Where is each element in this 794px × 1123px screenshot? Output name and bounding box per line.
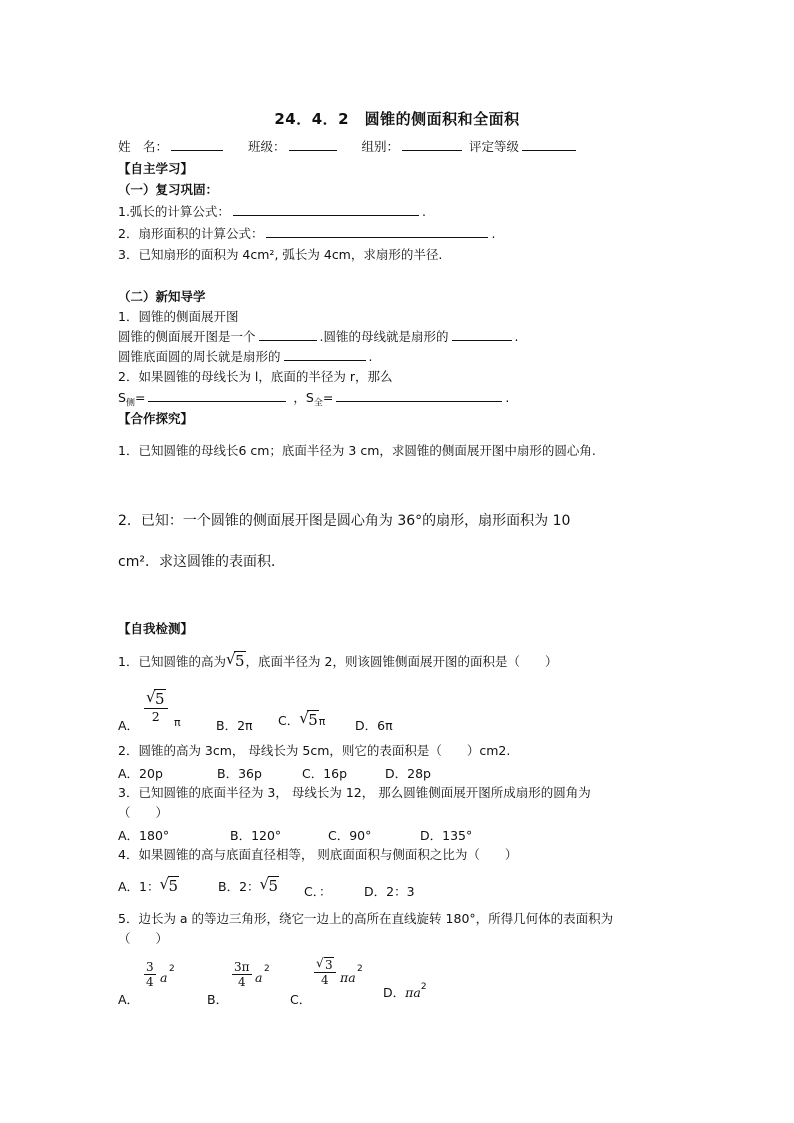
check-q4-option-a[interactable]: [118, 877, 179, 895]
grade-blank[interactable]: [522, 138, 576, 151]
sqrt-icon: √ 5: [159, 875, 179, 895]
q5-option-a-fraction: [144, 960, 156, 989]
check-q1b: ，底面半径为 2，则该圆锥侧面展开图的面积是（ ）: [245, 654, 558, 669]
q4-option-b-root: 5: [268, 877, 279, 895]
q5-a-exp: 2: [169, 964, 175, 974]
q5-option-a-label: A．: [118, 992, 140, 1007]
q5-c-tail: πa: [340, 970, 356, 985]
option-a-fraction: [144, 690, 168, 724]
q5-b-num: 3π: [234, 960, 250, 974]
check-q1: [118, 652, 557, 671]
q5-b-var: a: [255, 970, 263, 985]
check-q1-root: 5: [234, 652, 245, 670]
check-q2-option-c[interactable]: C．16p: [302, 766, 348, 781]
option-a-root: 5: [155, 690, 165, 708]
section-new-knowledge: （二）新知导学: [118, 289, 206, 304]
q5-c-den: 4: [314, 972, 336, 987]
coop-q2-line2: cm²．求这圆锥的表面积．: [118, 554, 285, 570]
q5-option-b-label: B．: [207, 992, 229, 1007]
coop-q1: 1．已知圆锥的母线长6 cm；底面半径为 3 cm，求圆锥的侧面展开图中扇形的圆心角.: [118, 443, 596, 458]
q4-option-b-label: B．2：: [218, 879, 260, 894]
s-side-eq: =: [134, 390, 146, 405]
new-p2-blank2[interactable]: [452, 328, 512, 341]
check-q3-line1: 3．已知圆锥的底面半径为 3， 母线长为 12， 那么圆锥侧面展开图所成扇形的圆角为: [118, 785, 591, 800]
s-full-blank[interactable]: [336, 389, 502, 402]
review-q2-end: .: [491, 226, 496, 241]
grade-label: 评定等级: [468, 139, 519, 154]
new-p3: [118, 348, 373, 366]
review-q3: 3．已知扇形的面积为 4cm², 弧长为 4cm，求扇形的半径.: [118, 247, 443, 262]
section-self-study: 【自主学习】: [118, 161, 194, 176]
s-full-eq: =: [322, 390, 334, 405]
new-p3b: .: [368, 349, 373, 364]
check-q3-line2: （ ）: [118, 805, 169, 820]
check-q5-line1: 5．边长为 a 的等边三角形，绕它一边上的高所在直线旋转 180°，所得几何体的表面积为: [118, 911, 614, 926]
check-q1-option-c[interactable]: [278, 711, 325, 729]
page-title: 24．4．2 圆锥的侧面积和全面积: [274, 110, 520, 128]
check-q2-option-d[interactable]: D．28p: [385, 766, 431, 781]
check-q5-line2: （ ）: [118, 931, 169, 946]
option-a-den: 2: [151, 709, 160, 724]
new-formula-row: [118, 389, 509, 413]
section-review: （一）复习巩固：: [118, 182, 219, 197]
s-full-sub: 全: [313, 398, 323, 409]
new-p3-blank[interactable]: [284, 348, 366, 361]
option-c-label: C．: [278, 713, 300, 728]
review-q1-blank[interactable]: [233, 203, 419, 216]
q5-option-c-label: C．: [290, 992, 312, 1007]
new-p2b: .圆锥的母线就是扇形的: [319, 329, 449, 344]
sqrt-icon: √ 5: [225, 650, 245, 670]
new-p4: 2．如果圆锥的母线长为 l，底面的半径为 r，那么: [118, 369, 393, 384]
check-q4-option-d[interactable]: D．2：3: [364, 884, 415, 899]
review-q2: [118, 225, 495, 243]
q5-b-den: 4: [232, 974, 252, 989]
q5-a-den: 4: [146, 975, 154, 989]
check-q2-option-b[interactable]: B．36p: [217, 766, 262, 781]
coop-q2-line1: 2．已知：一个圆锥的侧面展开图是圆心角为 36°的扇形，扇形面积为 10: [118, 513, 571, 529]
s-side-label: S: [118, 390, 126, 405]
q5-option-c-fraction: [314, 958, 336, 987]
new-p2: [118, 328, 518, 346]
review-q2-blank[interactable]: [266, 225, 488, 238]
new-p3a: 圆锥底面圆的周长就是扇形的: [118, 349, 281, 364]
group-label: 组别：: [361, 139, 399, 154]
name-label: 姓 名：: [118, 139, 169, 154]
sqrt-icon: √ 3: [316, 956, 333, 972]
option-a-label: A．: [118, 718, 140, 733]
check-q3-option-d[interactable]: D．135°: [420, 828, 473, 843]
sqrt-icon: √ 5: [299, 709, 318, 729]
option-c-root: 5: [308, 711, 318, 729]
group-blank[interactable]: [402, 138, 462, 151]
review-q1: [118, 203, 426, 221]
s-full-end: .: [505, 390, 510, 405]
q5-a-num: 3: [146, 960, 154, 974]
q5-c-exp: 2: [357, 964, 363, 974]
info-row: [118, 138, 579, 156]
q5-d-exp: 2: [420, 982, 427, 992]
check-q3-option-b[interactable]: B．120°: [230, 828, 282, 843]
section-cooperate: 【合作探究】: [118, 411, 194, 426]
q5-b-exp: 2: [264, 964, 270, 974]
q5-option-d-label: D．: [383, 985, 406, 1000]
check-q2-option-a[interactable]: A．20p: [118, 766, 163, 781]
q4-option-a-root: 5: [168, 877, 179, 895]
check-q5-option-d[interactable]: [383, 982, 427, 1001]
option-a-pi: π: [174, 716, 181, 729]
sqrt-icon: √ 5: [146, 688, 165, 708]
check-q2: 2．圆锥的高为 3cm， 母线长为 5cm，则它的表面积是（ ）cm2.: [118, 743, 511, 758]
s-full-label: ，S: [293, 390, 314, 405]
q5-a-var: a: [160, 970, 168, 985]
check-q4-option-c[interactable]: C．：: [304, 884, 332, 899]
section-self-check: 【自我检测】: [118, 621, 194, 636]
check-q4: 4．如果圆锥的高与底面直径相等， 则底面面积与侧面积之比为（ ）: [118, 847, 518, 862]
q4-option-a-label: A．1：: [118, 879, 160, 894]
option-c-pi: π: [318, 715, 326, 728]
new-p2-blank1[interactable]: [259, 328, 317, 341]
new-p1: 1．圆锥的侧面展开图: [118, 309, 239, 324]
q5-option-b-fraction: [232, 960, 252, 989]
check-q3-option-c[interactable]: C．90°: [328, 828, 372, 843]
class-label: 班级：: [247, 139, 286, 154]
s-side-blank[interactable]: [148, 389, 286, 402]
review-q2-text: 2．扇形面积的计算公式：: [118, 226, 264, 241]
check-q1-option-b[interactable]: B．2π: [216, 718, 253, 733]
check-q1-option-d[interactable]: D．6π: [355, 718, 393, 733]
review-q1-end: .: [421, 204, 426, 219]
q5-c-root: 3: [325, 958, 333, 972]
name-blank[interactable]: [171, 138, 223, 151]
check-q3-option-a[interactable]: A．180°: [118, 828, 170, 843]
check-q1a: 1．已知圆锥的高为: [118, 654, 226, 669]
s-side-sub: 侧: [125, 398, 135, 409]
sqrt-icon: √ 5: [259, 875, 279, 895]
review-q1-text: 1.弧长的计算公式：: [118, 204, 230, 219]
class-blank[interactable]: [289, 138, 337, 151]
new-p2c: .: [514, 329, 519, 344]
q5-d-tail: πa: [405, 985, 421, 1000]
check-q4-option-b[interactable]: [218, 877, 279, 895]
new-p2a: 圆锥的侧面展开图是一个: [118, 329, 256, 344]
